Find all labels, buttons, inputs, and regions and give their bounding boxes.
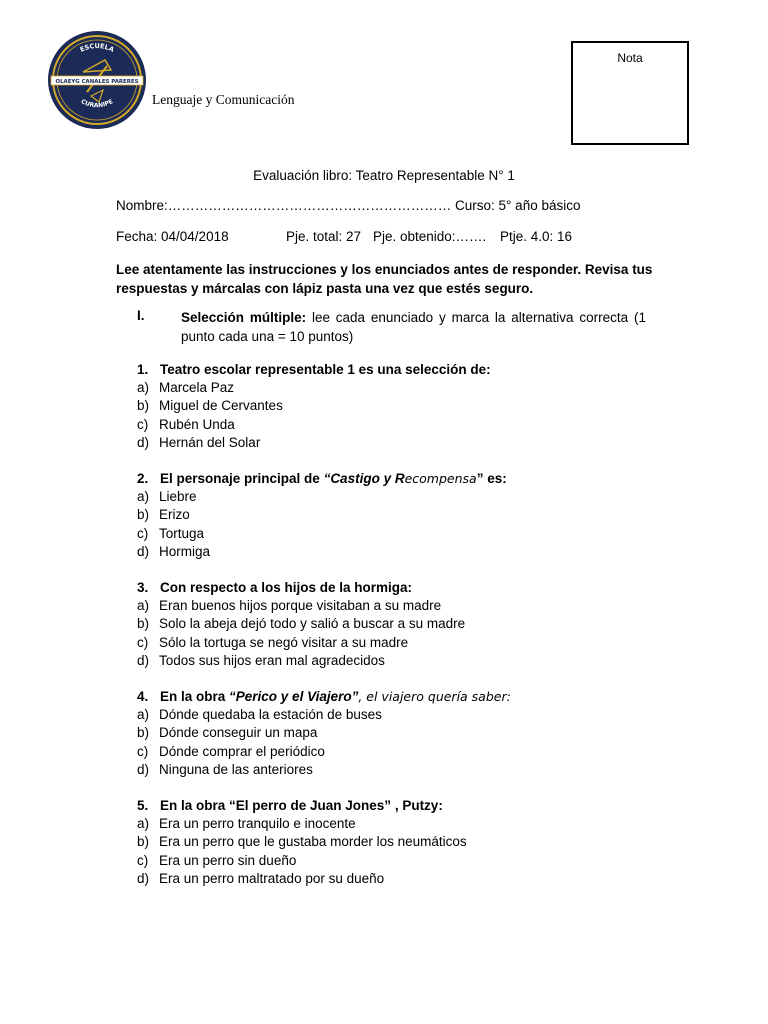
question-number: 4. xyxy=(137,689,149,704)
question-1-option-c[interactable]: c) Rubén Unda xyxy=(137,416,235,432)
question-4-text: 4. En la obra “Perico y el Viajero”, el viajero quería saber: xyxy=(137,688,511,706)
subject-label: Lenguaje y Comunicación xyxy=(152,92,295,107)
section-text: lee cada enunciado y marca la alternativa correcta (1 punto cada una = 10 puntos) xyxy=(181,310,646,344)
question-number: 1. xyxy=(137,362,149,377)
instructions: Lee atentamente las instrucciones y los enunciados antes de responder. Revisa tus respuestas y márcalas con lápiz pasta una vez que estés seguro. xyxy=(116,262,653,296)
question-3-option-a[interactable]: a) Eran buenos hijos porque visitaban a su madre xyxy=(137,598,442,614)
question-5-option-b[interactable]: b) Era un perro que le gustaba morder los neumáticos xyxy=(137,834,467,850)
question-number: 5. xyxy=(137,798,149,813)
grade-box[interactable] xyxy=(571,41,689,145)
question-2-option-a[interactable]: a) Liebre xyxy=(137,489,197,505)
page-title: Evaluación libro: Teatro Representable N° 1 xyxy=(253,168,515,183)
section-title: Selección múltiple: xyxy=(181,310,307,325)
question-3-option-c[interactable]: c) Sólo la tortuga se negó visitar a su madre xyxy=(137,634,409,650)
question-5-text: 5. En la obra “El perro de Juan Jones” , Putzy: xyxy=(137,797,467,815)
question-2-option-c[interactable]: c) Tortuga xyxy=(137,525,205,541)
name-course-line[interactable]: Nombre:……………………………………………………… Curso: 5° año básico xyxy=(116,198,581,213)
question-4-option-c[interactable]: c) Dónde comprar el periódico xyxy=(137,743,325,759)
total-score-label: Pje. total: 27 xyxy=(286,229,362,244)
question-3-option-b[interactable]: b) Solo la abeja dejó todo y salió a buscar a su madre xyxy=(137,616,466,632)
question-3-text: 3. Con respecto a los hijos de la hormiga: xyxy=(137,579,465,597)
obtained-score-label[interactable]: Pje. obtenido:……. xyxy=(373,229,487,244)
logo-band-text: OLAEYG CANALES PARERES xyxy=(55,79,139,85)
question-3-option-d[interactable]: d) Todos sus hijos eran mal agradecidos xyxy=(137,652,385,668)
question-2 xyxy=(137,470,507,561)
question-number: 3. xyxy=(137,580,149,595)
question-4-option-b[interactable]: b) Dónde conseguir un mapa xyxy=(137,725,318,741)
section-description xyxy=(181,308,646,346)
school-logo xyxy=(47,30,147,130)
question-4-option-a[interactable]: a) Dónde quedaba la estación de buses xyxy=(137,707,382,723)
question-4 xyxy=(137,688,511,779)
question-3 xyxy=(137,579,465,670)
date-label: Fecha: 04/04/2018 xyxy=(116,229,229,244)
logo-bottom-text: CURANIPE xyxy=(79,98,115,110)
logo-top-text: ESCUELA xyxy=(78,41,116,54)
question-number: 2. xyxy=(137,471,149,486)
question-4-option-d[interactable]: d) Ninguna de las anteriores xyxy=(137,761,313,777)
question-1-option-b[interactable]: b) Miguel de Cervantes xyxy=(137,398,283,414)
question-5-option-a[interactable]: a) Era un perro tranquilo e inocente xyxy=(137,816,356,832)
grade-box-label: Nota xyxy=(617,51,643,65)
question-5-option-c[interactable]: c) Era un perro sin dueño xyxy=(137,852,297,868)
question-1-text: 1. Teatro escolar representable 1 es una selección de: xyxy=(137,361,491,379)
question-5-option-d[interactable]: d) Era un perro maltratado por su dueño xyxy=(137,870,385,886)
question-1 xyxy=(137,361,491,452)
question-1-option-a[interactable]: a) Marcela Paz xyxy=(137,380,235,396)
question-1-option-d[interactable]: d) Hernán del Solar xyxy=(137,434,261,450)
section-number: I. xyxy=(137,308,145,323)
passing-score-label: Ptje. 4.0: 16 xyxy=(500,229,573,244)
question-2-option-d[interactable]: d) Hormiga xyxy=(137,543,211,559)
question-2-option-b[interactable]: b) Erizo xyxy=(137,507,190,523)
question-5 xyxy=(137,797,467,888)
question-2-text: 2. El personaje principal de “Castigo y Recompensa” es: xyxy=(137,470,507,488)
